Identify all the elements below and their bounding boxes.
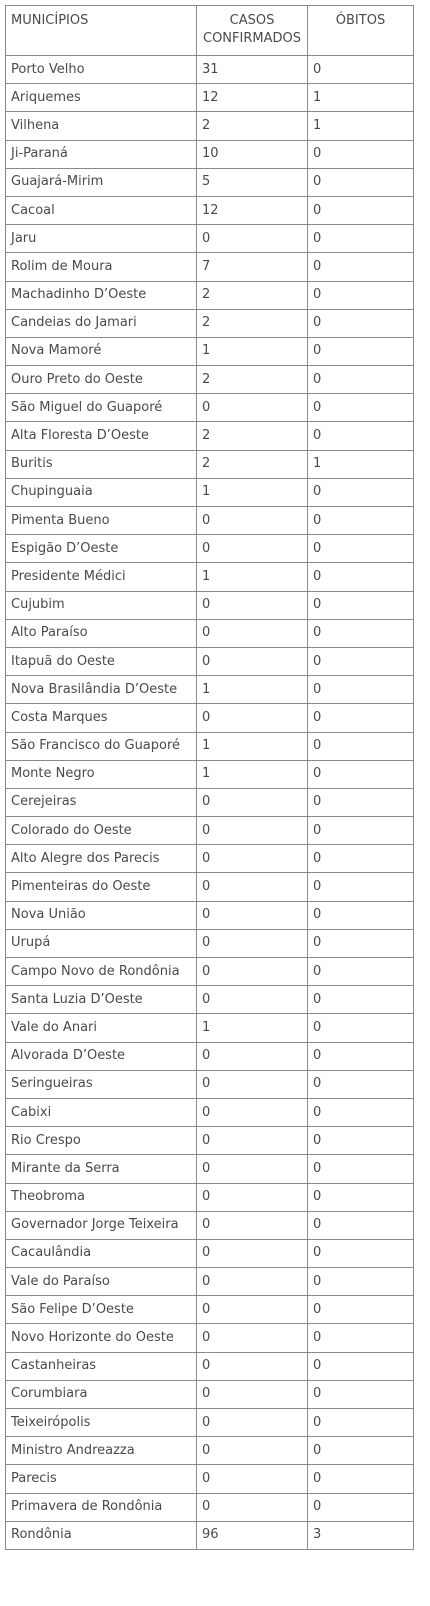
municipio-cell: Rondônia	[6, 1521, 197, 1549]
obitos-cell: 0	[308, 140, 414, 168]
table-row	[6, 168, 414, 196]
table-row	[6, 253, 414, 281]
municipio-cell: Cacaulândia	[6, 1239, 197, 1267]
municipio-cell: Cujubim	[6, 591, 197, 619]
obitos-cell: 0	[308, 394, 414, 422]
municipio-cell: Nova Brasilândia D’Oeste	[6, 676, 197, 704]
table-row	[6, 1409, 414, 1437]
obitos-cell: 0	[308, 507, 414, 535]
obitos-cell: 0	[308, 281, 414, 309]
table-row	[6, 478, 414, 506]
obitos-cell: 0	[308, 1437, 414, 1465]
municipio-cell: Presidente Médici	[6, 563, 197, 591]
obitos-cell: 0	[308, 788, 414, 816]
obitos-cell: 0	[308, 563, 414, 591]
casos-confirmados-cell: 0	[197, 1183, 308, 1211]
casos-confirmados-cell: 96	[197, 1521, 308, 1549]
table-row	[6, 676, 414, 704]
casos-confirmados-cell: 0	[197, 958, 308, 986]
municipio-cell: Colorado do Oeste	[6, 817, 197, 845]
obitos-cell: 0	[308, 1465, 414, 1493]
casos-confirmados-cell: 2	[197, 422, 308, 450]
casos-confirmados-cell: 0	[197, 1268, 308, 1296]
table-row	[6, 1070, 414, 1098]
obitos-cell: 0	[308, 958, 414, 986]
casos-confirmados-cell: 0	[197, 1465, 308, 1493]
municipio-cell: Ariquemes	[6, 84, 197, 112]
municipio-cell: Candeias do Jamari	[6, 309, 197, 337]
municipio-cell: Teixeirópolis	[6, 1409, 197, 1437]
table-row	[6, 535, 414, 563]
table-row	[6, 1155, 414, 1183]
casos-confirmados-cell: 0	[197, 1324, 308, 1352]
casos-confirmados-cell: 0	[197, 1239, 308, 1267]
municipio-cell: Vilhena	[6, 112, 197, 140]
municipio-cell: Espigão D’Oeste	[6, 535, 197, 563]
casos-confirmados-cell: 0	[197, 591, 308, 619]
table-row	[6, 196, 414, 224]
obitos-cell: 0	[308, 1070, 414, 1098]
table-row	[6, 112, 414, 140]
municipio-cell: Rolim de Moura	[6, 253, 197, 281]
table-row	[6, 788, 414, 816]
header-obitos-label: ÓBITOS	[335, 13, 386, 28]
obitos-cell: 0	[308, 1409, 414, 1437]
municipio-cell: São Felipe D’Oeste	[6, 1296, 197, 1324]
obitos-cell: 0	[308, 929, 414, 957]
municipio-cell: Nova União	[6, 901, 197, 929]
obitos-cell: 0	[308, 676, 414, 704]
obitos-cell: 0	[308, 225, 414, 253]
obitos-cell: 0	[308, 845, 414, 873]
table-row	[6, 1127, 414, 1155]
table-row	[6, 619, 414, 647]
municipio-cell: Cabixi	[6, 1098, 197, 1126]
casos-confirmados-cell: 0	[197, 394, 308, 422]
obitos-cell: 0	[308, 309, 414, 337]
table-row	[6, 1352, 414, 1380]
obitos-cell: 0	[308, 422, 414, 450]
casos-confirmados-cell: 0	[197, 647, 308, 675]
table-row	[6, 422, 414, 450]
obitos-cell: 0	[308, 1380, 414, 1408]
municipio-cell: Santa Luzia D’Oeste	[6, 986, 197, 1014]
municipio-cell: Vale do Anari	[6, 1014, 197, 1042]
municipio-cell: Alvorada D’Oeste	[6, 1042, 197, 1070]
municipio-cell: Primavera de Rondônia	[6, 1493, 197, 1521]
casos-confirmados-cell: 1	[197, 563, 308, 591]
obitos-cell: 0	[308, 168, 414, 196]
obitos-cell: 0	[308, 478, 414, 506]
casos-confirmados-cell: 10	[197, 140, 308, 168]
obitos-cell: 0	[308, 1183, 414, 1211]
table-row	[6, 1380, 414, 1408]
table-row	[6, 647, 414, 675]
casos-confirmados-cell: 0	[197, 507, 308, 535]
municipio-cell: Jaru	[6, 225, 197, 253]
obitos-cell: 0	[308, 253, 414, 281]
table-row	[6, 873, 414, 901]
casos-confirmados-cell: 0	[197, 225, 308, 253]
table-row	[6, 817, 414, 845]
casos-confirmados-cell: 1	[197, 760, 308, 788]
table-row	[6, 1211, 414, 1239]
table-row	[6, 225, 414, 253]
table-row	[6, 986, 414, 1014]
table-row	[6, 901, 414, 929]
municipio-cell: Parecis	[6, 1465, 197, 1493]
obitos-cell: 0	[308, 366, 414, 394]
table-row	[6, 1324, 414, 1352]
obitos-cell: 0	[308, 196, 414, 224]
obitos-cell: 0	[308, 986, 414, 1014]
municipio-cell: Castanheiras	[6, 1352, 197, 1380]
municipio-cell: Chupinguaia	[6, 478, 197, 506]
table-row	[6, 958, 414, 986]
table-row	[6, 1521, 414, 1549]
table-row	[6, 929, 414, 957]
municipio-cell: Monte Negro	[6, 760, 197, 788]
municipio-cell: Alto Paraíso	[6, 619, 197, 647]
table-row	[6, 140, 414, 168]
table-body	[6, 56, 414, 1550]
header-casos-confirmados	[197, 6, 308, 56]
casos-confirmados-cell: 12	[197, 196, 308, 224]
covid-cases-table-container	[5, 5, 414, 1550]
casos-confirmados-cell: 0	[197, 986, 308, 1014]
table-row	[6, 1183, 414, 1211]
table-row	[6, 732, 414, 760]
table-row	[6, 1296, 414, 1324]
casos-confirmados-cell: 0	[197, 704, 308, 732]
obitos-cell: 0	[308, 873, 414, 901]
obitos-cell: 1	[308, 450, 414, 478]
table-row	[6, 1493, 414, 1521]
municipio-cell: Campo Novo de Rondônia	[6, 958, 197, 986]
header-obitos	[308, 6, 414, 56]
casos-confirmados-cell: 2	[197, 366, 308, 394]
municipio-cell: Porto Velho	[6, 56, 197, 84]
table-row	[6, 84, 414, 112]
casos-confirmados-cell: 0	[197, 619, 308, 647]
municipio-cell: Rio Crespo	[6, 1127, 197, 1155]
obitos-cell: 0	[308, 704, 414, 732]
table-row	[6, 366, 414, 394]
casos-confirmados-cell: 0	[197, 817, 308, 845]
obitos-cell: 3	[308, 1521, 414, 1549]
casos-confirmados-cell: 0	[197, 535, 308, 563]
municipio-cell: Guajará-Mirim	[6, 168, 197, 196]
municipio-cell: Itapuã do Oeste	[6, 647, 197, 675]
casos-confirmados-cell: 12	[197, 84, 308, 112]
obitos-cell: 0	[308, 1352, 414, 1380]
casos-confirmados-cell: 0	[197, 1211, 308, 1239]
casos-confirmados-cell: 0	[197, 1070, 308, 1098]
casos-confirmados-cell: 0	[197, 901, 308, 929]
obitos-cell: 0	[308, 1211, 414, 1239]
obitos-cell: 0	[308, 1127, 414, 1155]
obitos-cell: 0	[308, 1324, 414, 1352]
casos-confirmados-cell: 0	[197, 788, 308, 816]
obitos-cell: 0	[308, 732, 414, 760]
municipio-cell: Alto Alegre dos Parecis	[6, 845, 197, 873]
municipio-cell: Pimenteiras do Oeste	[6, 873, 197, 901]
casos-confirmados-cell: 0	[197, 845, 308, 873]
municipio-cell: Corumbiara	[6, 1380, 197, 1408]
table-row	[6, 845, 414, 873]
municipio-cell: Ji-Paraná	[6, 140, 197, 168]
obitos-cell: 0	[308, 647, 414, 675]
casos-confirmados-cell: 2	[197, 450, 308, 478]
table-row	[6, 309, 414, 337]
casos-confirmados-cell: 31	[197, 56, 308, 84]
obitos-cell: 0	[308, 1493, 414, 1521]
casos-confirmados-cell: 0	[197, 1437, 308, 1465]
casos-confirmados-cell: 2	[197, 309, 308, 337]
table-row	[6, 563, 414, 591]
casos-confirmados-cell: 5	[197, 168, 308, 196]
casos-confirmados-cell: 2	[197, 281, 308, 309]
header-casos-line1: CASOS	[229, 13, 275, 28]
municipio-cell: Ouro Preto do Oeste	[6, 366, 197, 394]
casos-confirmados-cell: 7	[197, 253, 308, 281]
table-row	[6, 1268, 414, 1296]
table-row	[6, 507, 414, 535]
casos-confirmados-cell: 0	[197, 873, 308, 901]
municipio-cell: Mirante da Serra	[6, 1155, 197, 1183]
table-row	[6, 450, 414, 478]
casos-confirmados-cell: 0	[197, 1380, 308, 1408]
municipio-cell: São Francisco do Guaporé	[6, 732, 197, 760]
casos-confirmados-cell: 0	[197, 1042, 308, 1070]
obitos-cell: 0	[308, 817, 414, 845]
table-row	[6, 1437, 414, 1465]
table-row	[6, 337, 414, 365]
casos-confirmados-cell: 1	[197, 1014, 308, 1042]
obitos-cell: 0	[308, 760, 414, 788]
obitos-cell: 0	[308, 1098, 414, 1126]
municipio-cell: Nova Mamoré	[6, 337, 197, 365]
municipio-cell: Vale do Paraíso	[6, 1268, 197, 1296]
casos-confirmados-cell: 0	[197, 1127, 308, 1155]
obitos-cell: 0	[308, 1042, 414, 1070]
table-row	[6, 1465, 414, 1493]
table-row	[6, 760, 414, 788]
casos-confirmados-cell: 0	[197, 1493, 308, 1521]
municipio-cell: Alta Floresta D’Oeste	[6, 422, 197, 450]
header-municipios	[6, 6, 197, 56]
obitos-cell: 0	[308, 591, 414, 619]
table-row	[6, 1098, 414, 1126]
municipio-cell: Theobroma	[6, 1183, 197, 1211]
casos-confirmados-cell: 0	[197, 1352, 308, 1380]
table-header	[6, 6, 414, 56]
casos-confirmados-cell: 0	[197, 1409, 308, 1437]
municipio-cell: Cerejeiras	[6, 788, 197, 816]
obitos-cell: 1	[308, 84, 414, 112]
covid-cases-table	[5, 5, 414, 1550]
table-row	[6, 1042, 414, 1070]
table-row	[6, 56, 414, 84]
obitos-cell: 0	[308, 337, 414, 365]
casos-confirmados-cell: 0	[197, 929, 308, 957]
obitos-cell: 0	[308, 901, 414, 929]
municipio-cell: Costa Marques	[6, 704, 197, 732]
casos-confirmados-cell: 1	[197, 478, 308, 506]
obitos-cell: 0	[308, 1296, 414, 1324]
municipio-cell: São Miguel do Guaporé	[6, 394, 197, 422]
header-casos-line2: CONFIRMADOS	[203, 31, 301, 46]
casos-confirmados-cell: 0	[197, 1155, 308, 1183]
municipio-cell: Governador Jorge Teixeira	[6, 1211, 197, 1239]
header-row	[6, 6, 414, 56]
table-row	[6, 281, 414, 309]
casos-confirmados-cell: 1	[197, 732, 308, 760]
casos-confirmados-cell: 0	[197, 1296, 308, 1324]
table-row	[6, 704, 414, 732]
table-row	[6, 1014, 414, 1042]
obitos-cell: 0	[308, 1268, 414, 1296]
municipio-cell: Buritis	[6, 450, 197, 478]
municipio-cell: Machadinho D’Oeste	[6, 281, 197, 309]
municipio-cell: Novo Horizonte do Oeste	[6, 1324, 197, 1352]
obitos-cell: 0	[308, 1155, 414, 1183]
municipio-cell: Cacoal	[6, 196, 197, 224]
header-municipios-label: MUNICÍPIOS	[11, 13, 89, 28]
table-row	[6, 1239, 414, 1267]
municipio-cell: Seringueiras	[6, 1070, 197, 1098]
obitos-cell: 0	[308, 1014, 414, 1042]
obitos-cell: 0	[308, 619, 414, 647]
table-row	[6, 394, 414, 422]
casos-confirmados-cell: 1	[197, 337, 308, 365]
obitos-cell: 0	[308, 535, 414, 563]
obitos-cell: 0	[308, 56, 414, 84]
municipio-cell: Ministro Andreazza	[6, 1437, 197, 1465]
obitos-cell: 1	[308, 112, 414, 140]
casos-confirmados-cell: 0	[197, 1098, 308, 1126]
municipio-cell: Pimenta Bueno	[6, 507, 197, 535]
casos-confirmados-cell: 2	[197, 112, 308, 140]
obitos-cell: 0	[308, 1239, 414, 1267]
casos-confirmados-cell: 1	[197, 676, 308, 704]
table-row	[6, 591, 414, 619]
municipio-cell: Urupá	[6, 929, 197, 957]
